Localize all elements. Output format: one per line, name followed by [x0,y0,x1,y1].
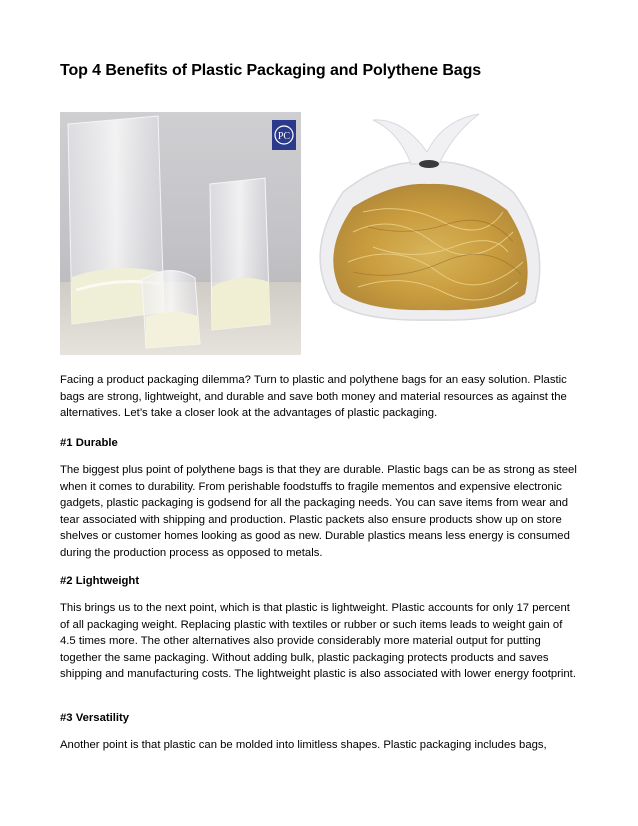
section-body-lightweight: This brings us to the next point, which is that plastic is lightweight. Plastic accounts for only 17 percent of all packaging weight. Replacing plastic with textiles or rubber or such items leads to weight gain of 4.5 times more. The other alternatives also provide considerably more material output for putting together the same packaging. Without adding bulk, plastic packaging protects products and saves shipping and manufacturing costs. The lightweight plastic is also associated with lower energy footprint. [60,602,576,680]
filled-bag-photo [303,112,559,324]
filled-bag-illustration [303,112,559,324]
clear-bags-illustration [60,112,301,355]
section-body-durable: The biggest plus point of polythene bags is that they are durable. Plastic bags can be as strong as steel when it comes to durability. From perishable foodstuffs to fragile mementos and expensive electronic gadgets, plastic packaging is godsend for all the packaging needs. You can save items from wear and tear associated with shipping and production. Plastic packets also ensure products show up on store shelves or customer homes looking as good as new. Durable plastics means less energy is consumed during the production process as opposed to metals. [60,464,577,559]
page-title: Top 4 Benefits of Plastic Packaging and Polythene Bags [60,62,482,79]
section-heading-lightweight: #2 Lightweight [60,575,140,587]
intro-paragraph: Facing a product packaging dilemma? Turn to plastic and polythene bags for an easy solution. Plastic bags are strong, lightweight, and durable and save both money and material resources as against the alternatives. Let’s take a closer look at the advantages of plastic packaging. [60,374,567,419]
pc-logo: PC [277,131,291,142]
clear-bags-photo [60,112,301,355]
section-body-versatility: Another point is that plastic can be molded into limitless shapes. Plastic packaging includes bags, [60,739,547,751]
section-heading-durable: #1 Durable [60,437,118,449]
section-heading-versatility: #3 Versatility [60,712,130,724]
